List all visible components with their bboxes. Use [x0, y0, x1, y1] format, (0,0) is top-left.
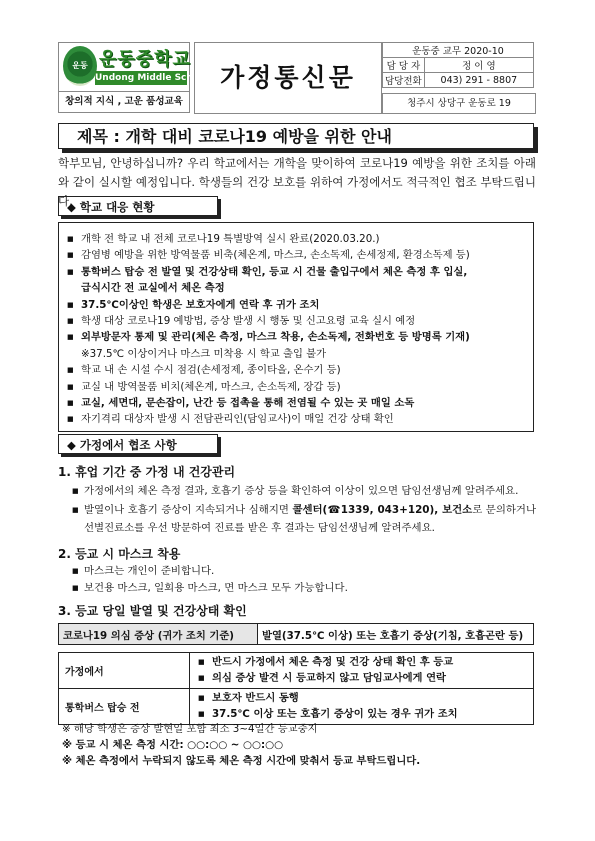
- note-text: ※ 등교 시 체온 측정 시간: ○○:○○ ~ ○○:○○: [62, 739, 284, 751]
- list-item: ■ 발열이나 호흡기 증상이 지속되거나 심해지면 콜센터(☎1339, 043+120), 보건소로 문의하거나 선별진료소를 우선 방문하여 진료를 받은 후 결과는 담임선생님께 알려주세요.: [72, 503, 536, 534]
- criteria-label: 코로나19 의심 증상 (귀가 조치 기준): [59, 624, 258, 645]
- list-item: ■ 반드시 가정에서 체온 측정 및 건강 상태 확인 후 등교: [198, 654, 525, 670]
- symptom-criteria-table: [58, 623, 534, 645]
- list-item-text: 마스크는 개인이 준비합니다.: [84, 565, 215, 577]
- list-item-text: 발열이나 호흡기 증상이 지속되거나 심해지면: [84, 503, 293, 516]
- school-motto: 창의적 지식 , 고운 품성교육: [58, 92, 190, 113]
- note-text: ※ 해당 학생은 증상 발현일 포함 최소 3~4일간 등교중지: [62, 723, 318, 735]
- school-measures-box: [58, 222, 534, 432]
- criteria-value: 발열(37.5℃ 이상) 또는 호흡기 증상(기침, 호흡곤란 등): [258, 624, 534, 645]
- list-item: ■ 보호자 반드시 동행: [198, 690, 525, 706]
- subsection-heading: 1. 휴업 기간 중 가정 내 건강관리: [58, 465, 236, 479]
- intro-paragraph: 학부모님, 안녕하십니까? 우리 학교에서는 개학을 맞이하여 코로나19 예방을 위한 조치를 아래와 같이 실시할 예정입니다. 학생들의 건강 보호를 위하여 가정에서도 적극적인 협조 부탁드립니다.: [58, 156, 536, 208]
- mask-section: [58, 545, 536, 597]
- school-emblem-icon: [63, 46, 97, 86]
- subsection-heading: 3. 등교 당일 발열 및 건강상태 확인: [58, 604, 247, 618]
- notes: [62, 721, 532, 769]
- fever-check-section: [58, 602, 536, 619]
- contact-value: 정 이 영: [424, 58, 533, 73]
- contact-label: 담 당 자: [383, 58, 425, 73]
- section-heading-school: ◆ 학교 대응 현황: [58, 196, 218, 216]
- home-health-section: [58, 463, 536, 538]
- list-item: 급식시간 전 교실에서 체온 측정: [81, 282, 225, 295]
- list-item: ■ 감염병 예방을 위한 방역물품 비축(체온계, 마스크, 손소독제, 손세정제, 환경소독제 등): [67, 247, 533, 263]
- subsection-heading: 2. 등교 시 마스크 착용: [58, 547, 181, 561]
- school-logo: [58, 42, 209, 92]
- school-address: 청주시 상당구 운동로 19: [382, 93, 536, 114]
- list-item: ■ 교실 내 방역물품 비치(체온계, 마스크, 손소독제, 장갑 등): [67, 379, 533, 395]
- page-title: 제목 : 개학 대비 코로나19 예방을 위한 안내: [58, 123, 534, 149]
- list-item: ※37.5℃ 이상이거나 마스크 미착용 시 학교 출입 불가: [81, 347, 327, 360]
- list-item-text: 로 문의하거나 선별진료소를 우선 방문하여 진료를 받은 후 결과는 담임선생님께 알려주세요.: [84, 503, 536, 534]
- contact-label: 담당전화: [383, 73, 425, 88]
- procedure-label: 통학버스 탑승 전: [59, 688, 190, 724]
- list-item: ■ 외부방문자 통제 및 관리(체온 측정, 마스크 착용, 손소독제, 전화번호 등 방명록 기재): [67, 329, 533, 345]
- note-text: ※ 체온 측정에서 누락되지 않도록 체온 측정 시간에 맞춰서 등교 부탁드립니다.: [62, 755, 421, 767]
- procedure-table: [58, 652, 534, 725]
- school-measures-list: [67, 231, 533, 428]
- list-item: ■ 37.5℃ 이상 또는 호흡기 증상이 있는 경우 귀가 조치: [198, 706, 525, 722]
- doc-number: 운동중 교무 2020-10: [383, 43, 534, 58]
- school-name: 운동중학교: [99, 49, 191, 70]
- school-name-en: Undong Middle School: [95, 73, 209, 83]
- list-item: ■ 통학버스 탑승 전 발열 및 건강상태 확인, 등교 시 건물 출입구에서 체온 측정 후 입실,: [67, 264, 533, 280]
- emblem-text: 운동: [72, 61, 88, 70]
- procedure-label: 가정에서: [59, 653, 190, 689]
- list-item-text: 가정에서의 체온 측정 결과, 호흡기 증상 등을 확인하여 이상이 있으면 담임선생님께 알려주세요.: [84, 485, 519, 497]
- section-heading-home: ◆ 가정에서 협조 사항: [58, 434, 218, 454]
- contact-table: [382, 42, 534, 88]
- contact-value: 043) 291 - 8807: [424, 73, 533, 88]
- list-item: ■ 가정에서의 체온 측정 결과, 호흡기 증상 등을 확인하여 이상이 있으면 담임선생님께 알려주세요.: [72, 485, 519, 497]
- list-item: ■ 자기격리 대상자 발생 시 전담관리인(담임교사)이 매일 건강 상태 확인: [67, 411, 533, 427]
- list-item: ■ 학생 대상 코로나19 예방법, 증상 발생 시 행동 및 신고요령 교육 실시 예정: [67, 313, 533, 329]
- list-item: ■ 마스크는 개인이 준비합니다.: [72, 565, 215, 577]
- list-item: ■ 교실, 세면대, 문손잡이, 난간 등 접촉을 통해 전염될 수 있는 곳 매일 소독: [67, 395, 533, 411]
- callcenter-contact: 콜센터(☎1339, 043+120), 보건소: [292, 503, 473, 516]
- procedure-items: [190, 653, 534, 689]
- list-item-text: 보건용 마스크, 일회용 마스크, 면 마스크 모두 가능합니다.: [84, 582, 348, 594]
- procedure-items: [190, 688, 534, 724]
- list-item: ■ 개학 전 학교 내 전체 코로나19 특별방역 실시 완료(2020.03.20.): [67, 231, 533, 247]
- list-item: ■ 보건용 마스크, 일회용 마스크, 면 마스크 모두 가능합니다.: [72, 582, 348, 594]
- masthead: 가정통신문: [194, 42, 382, 114]
- list-item: ■ 의심 증상 발견 시 등교하지 않고 담임교사에게 연락: [198, 670, 525, 686]
- list-item: ■ 학교 내 손 시설 수시 점검(손세정제, 종이타올, 온수기 등): [67, 362, 533, 378]
- list-item: ■ 37.5℃이상인 학생은 보호자에게 연락 후 귀가 조치: [67, 297, 533, 313]
